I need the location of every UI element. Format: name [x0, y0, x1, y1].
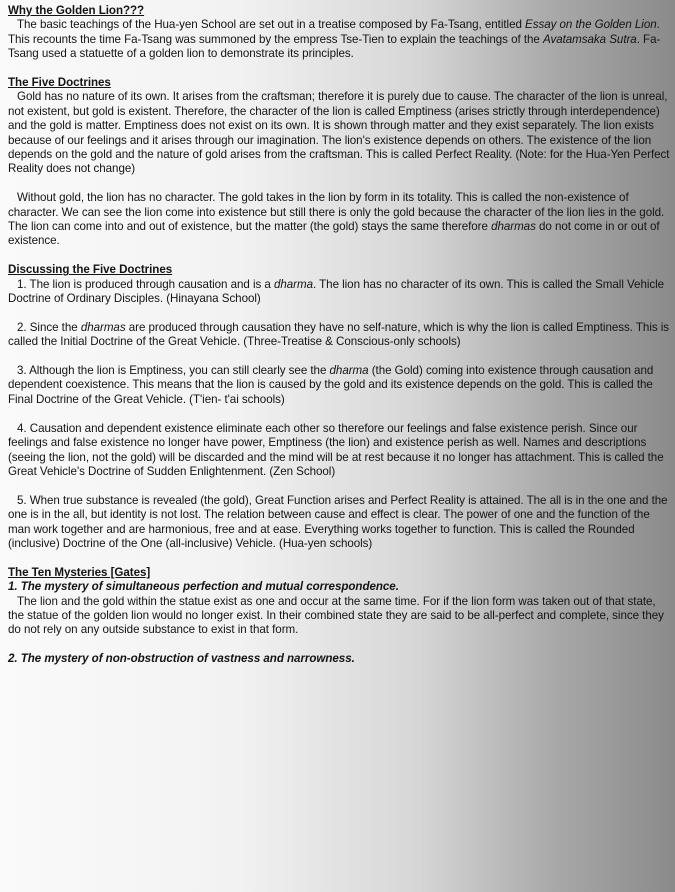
heading-discussing-five-doctrines: Discussing the Five Doctrines [8, 263, 173, 277]
heading-five-doctrines: The Five Doctrines [8, 76, 111, 90]
mystery-2-title: 2. The mystery of non-obstruction of vastness and narrowness. [8, 652, 355, 666]
paragraph-why-golden-lion [8, 18, 670, 61]
term-dharma: dharma [329, 364, 369, 378]
text-run: . The lion has no character of its own. This is called the Small Vehicle Doctrine of Ordinary Disciples. (Hinayana School) [8, 277, 665, 306]
paragraph-doctrine-5: 5. When true substance is revealed (the gold), Great Function arises and Perfect Reality is attained. The all is in the one and the one is in the all, but identity is not lost. The relation between cause and effect is clear. The power of one and the function of the man work together and are harmonious, free and at ease. Everything works together to function. This is called the Rounded (inclusive) Doctrine of the One (all-inclusive) Vehicle. (Hua-yen schools) [8, 493, 668, 550]
heading-ten-mysteries: The Ten Mysteries [Gates] [8, 565, 151, 579]
term-dharma: dharma [273, 277, 313, 291]
paragraph-doctrine-4: 4. Causation and dependent existence eliminate each other so therefore our feelings and false existence perish. Since our feelings and false existence no longer have power, Emptiness (the lion) and existence perish as well. Names and descriptions (seeing the lion, not the gold) will be discarded and the mind will be at rest because it no longer has attachment. This is called the Great Vehicle's Doctrine of Sudden Enlightenment. (Zen School) [8, 421, 664, 478]
paragraph-five-doctrines-2 [8, 191, 670, 249]
text-run: do not come in or out of existence. [8, 220, 660, 248]
text-run: are produced through causation they have no self-nature, which is why the lion is called Emptiness. This is called the Initial Doctrine of the Great Vehicle. (Three-Treatise & Conscious-only schools) [8, 320, 670, 349]
term-dharmas: dharmas [80, 320, 126, 334]
text-run: (the Gold) coming into existence through causation and dependent coexistence. This means that the lion is caused by the gold and its existence depends on the gold. This is called the Final Doctrine of the Great Vehicle. (T'ien- t'ai schools) [8, 364, 654, 406]
text-run: 1. The lion is produced through causation and is a [17, 277, 274, 291]
paragraph-doctrine-2 [8, 321, 670, 350]
mystery-1-title: 1. The mystery of simultaneous perfection and mutual correspondence. [8, 580, 399, 594]
paragraph-doctrine-3 [8, 364, 670, 407]
paragraph-doctrine-1 [8, 278, 670, 307]
heading-why-golden-lion: Why the Golden Lion??? [8, 4, 145, 17]
paragraph-five-doctrines-1: Gold has no nature of its own. It arises from the craftsman; therefore it is purely due to cause. The character of the lion is unreal, not existent, but gold is existent. Therefore, the character of the lion is called Emptiness (arises strictly through interdependence) and the gold is matter. Emptiness does not exist on its own. It is shown through matter and they exist separately. The lion exists because of our feelings and it arises through our imagination. The lion's existence depends on others. The existence of the lion depends on the gold and the nature of gold arises from the craftsman. This is called Perfect Reality. (Note: for the Hua-Yen Perfect Reality does not change) [8, 90, 670, 176]
text-run: 3. Although the lion is Emptiness, you can still clearly see the [17, 364, 330, 378]
term-dharmas: dharmas [491, 220, 536, 234]
mystery-1-text: The lion and the gold within the statue exist as one and occur at the same time. For if the lion form was taken out of that state, the statue of the golden lion would no longer exist. In their combined state they are said to be all-perfect and complete, since they do not rely on any outside substance to exist in that form. [8, 594, 664, 637]
title-avatamsaka-sutra: Avatamsaka Sutra [542, 32, 637, 46]
title-essay-golden-lion: Essay on the Golden Lion [525, 18, 657, 32]
text-run: Without gold, the lion has no character. The gold takes in the lion by form in its totality. This is called the non-existence of character. We can see the lion come into existence but still there is only the gold because the character of the lion lies in the gold. The lion can come into and out of existence, but the matter (the gold) stays the same therefore [8, 191, 665, 234]
text-run: . Fa-Tsang used a statuette of a golden lion to demonstrate its principles. [8, 32, 661, 61]
text-run: The basic teachings of the Hua-yen School are set out in a treatise composed by Fa-Tsang, entitled [17, 18, 526, 32]
text-run: 2. Since the [17, 320, 81, 334]
document-page [8, 4, 670, 667]
text-run: . This recounts the time Fa-Tsang was summoned by the empress Tse-Tien to explain the teachings of the [8, 18, 660, 46]
